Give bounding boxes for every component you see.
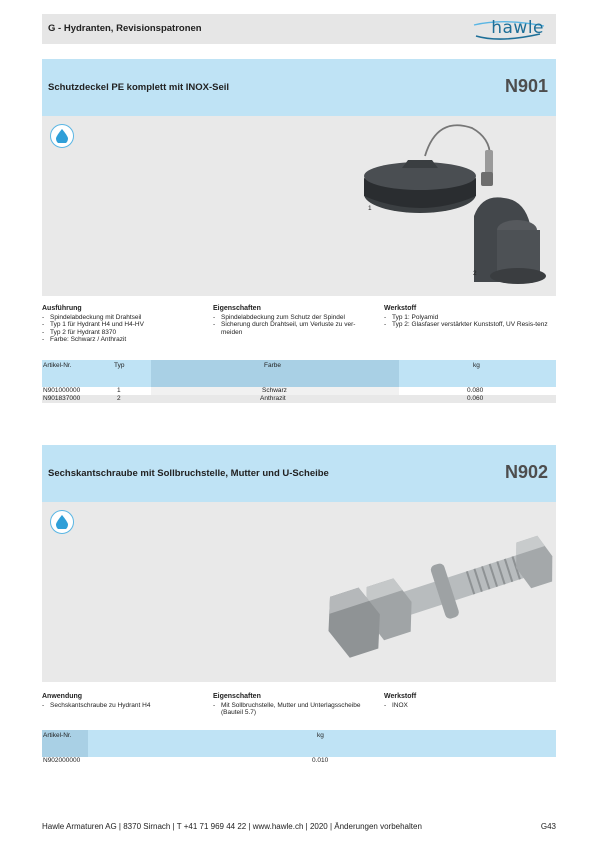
list-item: - INOX: [384, 702, 549, 710]
column-header: kg: [317, 732, 324, 739]
info-column-werkstoff: [384, 693, 549, 709]
column-header: kg: [473, 362, 480, 369]
list-item: - Sechskantschraube zu Hydrant H4: [42, 702, 202, 710]
table-header: [42, 730, 556, 757]
column-heading: Eigenschaften: [213, 693, 261, 700]
list-item: - Spindelabdeckung zum Schutz der Spindel: [213, 314, 373, 322]
table-cell: 0.060: [467, 395, 484, 402]
table-row: [42, 387, 556, 395]
table-cell: 2: [117, 395, 121, 402]
table-cell: N901837000: [43, 395, 81, 402]
protective-cap-image: [42, 116, 556, 296]
list-item: - Spindelabdeckung mit Drahtseil: [42, 314, 202, 322]
product-title: Sechskantschraube mit Sollbruchstelle, Mutter und U-Scheibe: [48, 468, 329, 479]
product-title: Schutzdeckel PE komplett mit INOX-Seil: [48, 82, 230, 93]
page-footer: [42, 822, 556, 831]
info-column-eigenschaften: [213, 693, 378, 717]
hawle-logo: [470, 16, 552, 42]
table-cell: 0.080: [467, 387, 484, 394]
list-item: - Typ 2 für Hydrant 8370: [42, 329, 202, 337]
column-heading: Eigenschaften: [213, 305, 261, 312]
product-header-n901: [42, 59, 556, 116]
column-header: Farbe: [264, 362, 281, 369]
info-column-ausfuehrung: [42, 305, 202, 344]
photo-label-1: 1: [368, 205, 372, 212]
table-cell: 0.010: [312, 757, 329, 764]
product-photo-n901: [42, 116, 556, 296]
product-header-n902: [42, 445, 556, 502]
product-photo-n902: [42, 502, 556, 682]
table-cell: 1: [117, 387, 121, 394]
info-column-eigenschaften: [213, 305, 373, 336]
column-heading: Werkstoff: [384, 305, 417, 312]
product-code: N902: [504, 462, 548, 482]
list-item: - Sicherung durch Drahtseil, um Verluste zu ver-meiden: [213, 321, 373, 336]
chapter-title: G - Hydranten, Revisionspatronen: [48, 23, 202, 34]
page-number: G43: [540, 822, 556, 831]
list-item: - Typ 2: Glasfaser verstärkter Kunststoff, UV Resis-tenz: [384, 321, 549, 329]
page-header: [42, 14, 556, 44]
column-heading: Werkstoff: [384, 693, 417, 700]
list-item: - Farbe: Schwarz / Anthrazit: [42, 336, 202, 344]
list-item: - Typ 1 für Hydrant H4 und H4-HV: [42, 321, 202, 329]
table-cell: N902000000: [43, 757, 81, 764]
photo-label-2: 2: [473, 270, 477, 277]
table-header: [42, 360, 556, 387]
table-cell: Schwarz: [262, 387, 287, 394]
column-header: Artikel-Nr.: [43, 362, 72, 369]
table-row: [42, 395, 556, 403]
article-table-n902: [42, 730, 556, 765]
footer-text: Hawle Armaturen AG | 8370 Sirnach | T +41 71 969 44 22 | www.hawle.ch | 2020 | Änderungen vorbehalten: [42, 822, 422, 831]
column-heading: Ausführung: [42, 305, 82, 312]
list-item: - Typ 1: Polyamid: [384, 314, 549, 322]
article-table-n901: [42, 360, 556, 403]
column-header: Artikel-Nr.: [43, 732, 72, 739]
table-row: [42, 757, 556, 765]
logo-text: hawle: [491, 18, 544, 38]
info-column-werkstoff: [384, 305, 549, 329]
list-item: - Mit Sollbruchstelle, Mutter und Unterlagsscheibe (Bauteil 5.7): [213, 702, 378, 717]
hex-bolt-image: [42, 502, 556, 682]
table-cell: Anthrazit: [260, 395, 286, 402]
column-header: Typ: [114, 362, 125, 369]
table-cell: N901000000: [43, 387, 81, 394]
column-heading: Anwendung: [42, 693, 83, 700]
product-code: N901: [504, 76, 548, 96]
info-column-anwendung: [42, 693, 202, 709]
